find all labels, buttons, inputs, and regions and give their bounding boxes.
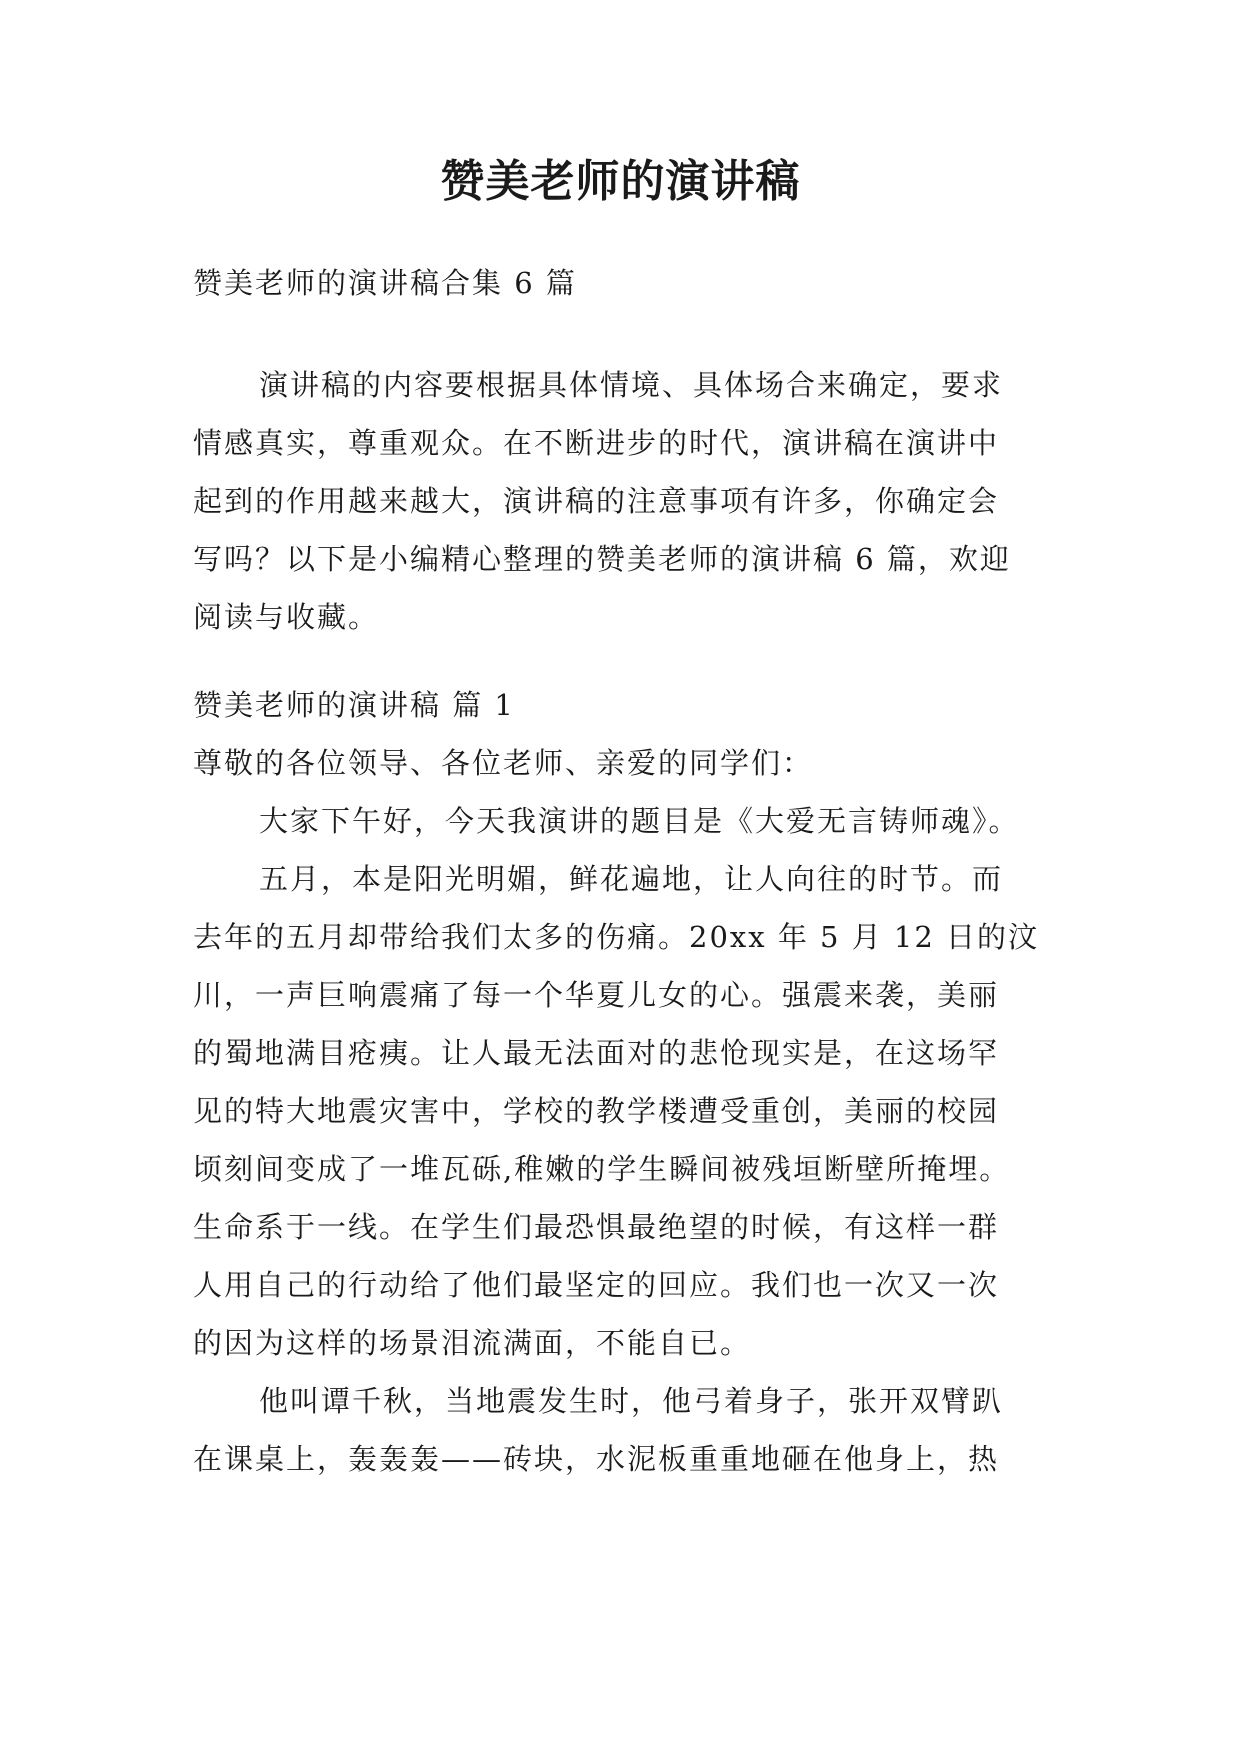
document-title: 赞美老师的演讲稿 [440, 156, 801, 207]
body-line: 在课桌上，轰轰轰——砖块，水泥板重重地砸在他身上，热 [193, 1442, 1000, 1476]
body-line: 去年的五月却带给我们太多的伤痛。20xx 年 5 月 12 日的汶 [193, 920, 1040, 954]
salutation: 尊敬的各位领导、各位老师、亲爱的同学们： [193, 746, 814, 780]
intro-line: 起到的作用越来越大，演讲稿的注意事项有许多，你确定会 [193, 484, 1000, 518]
intro-line: 情感真实，尊重观众。在不断进步的时代，演讲稿在演讲中 [193, 426, 1000, 460]
body-line: 大家下午好，今天我演讲的题目是《大爱无言铸师魂》。 [259, 804, 1020, 838]
body-line: 人用自己的行动给了他们最坚定的回应。我们也一次又一次 [193, 1268, 1000, 1302]
intro-line: 阅读与收藏。 [193, 600, 380, 634]
body-line: 他叫谭千秋，当地震发生时，他弓着身子，张开双臂趴 [259, 1384, 1004, 1418]
intro-paragraph [193, 356, 1073, 646]
intro-line: 写吗？以下是小编精心整理的赞美老师的演讲稿 6 篇，欢迎 [193, 542, 1011, 576]
intro-line: 演讲稿的内容要根据具体情境、具体场合来确定，要求 [259, 368, 1004, 402]
body-line: 的因为这样的场景泪流满面，不能自已。 [193, 1326, 752, 1360]
body-line: 生命系于一线。在学生们最恐惧最绝望的时候，有这样一群 [193, 1210, 1000, 1244]
document-subtitle: 赞美老师的演讲稿合集 6 篇 [193, 266, 577, 300]
body-line: 的蜀地满目疮痍。让人最无法面对的悲怆现实是，在这场罕 [193, 1036, 1000, 1070]
body-line: 五月，本是阳光明媚，鲜花遍地，让人向往的时节。而 [259, 862, 1004, 896]
body-text [193, 792, 1073, 1488]
section-heading: 赞美老师的演讲稿 篇 1 [193, 688, 515, 722]
body-line: 川，一声巨响震痛了每一个华夏儿女的心。强震来袭，美丽 [193, 978, 1000, 1012]
body-line: 顷刻间变成了一堆瓦砾,稚嫩的学生瞬间被残垣断壁所掩埋。 [193, 1152, 1011, 1186]
body-line: 见的特大地震灾害中，学校的教学楼遭受重创，美丽的校园 [193, 1094, 1000, 1128]
